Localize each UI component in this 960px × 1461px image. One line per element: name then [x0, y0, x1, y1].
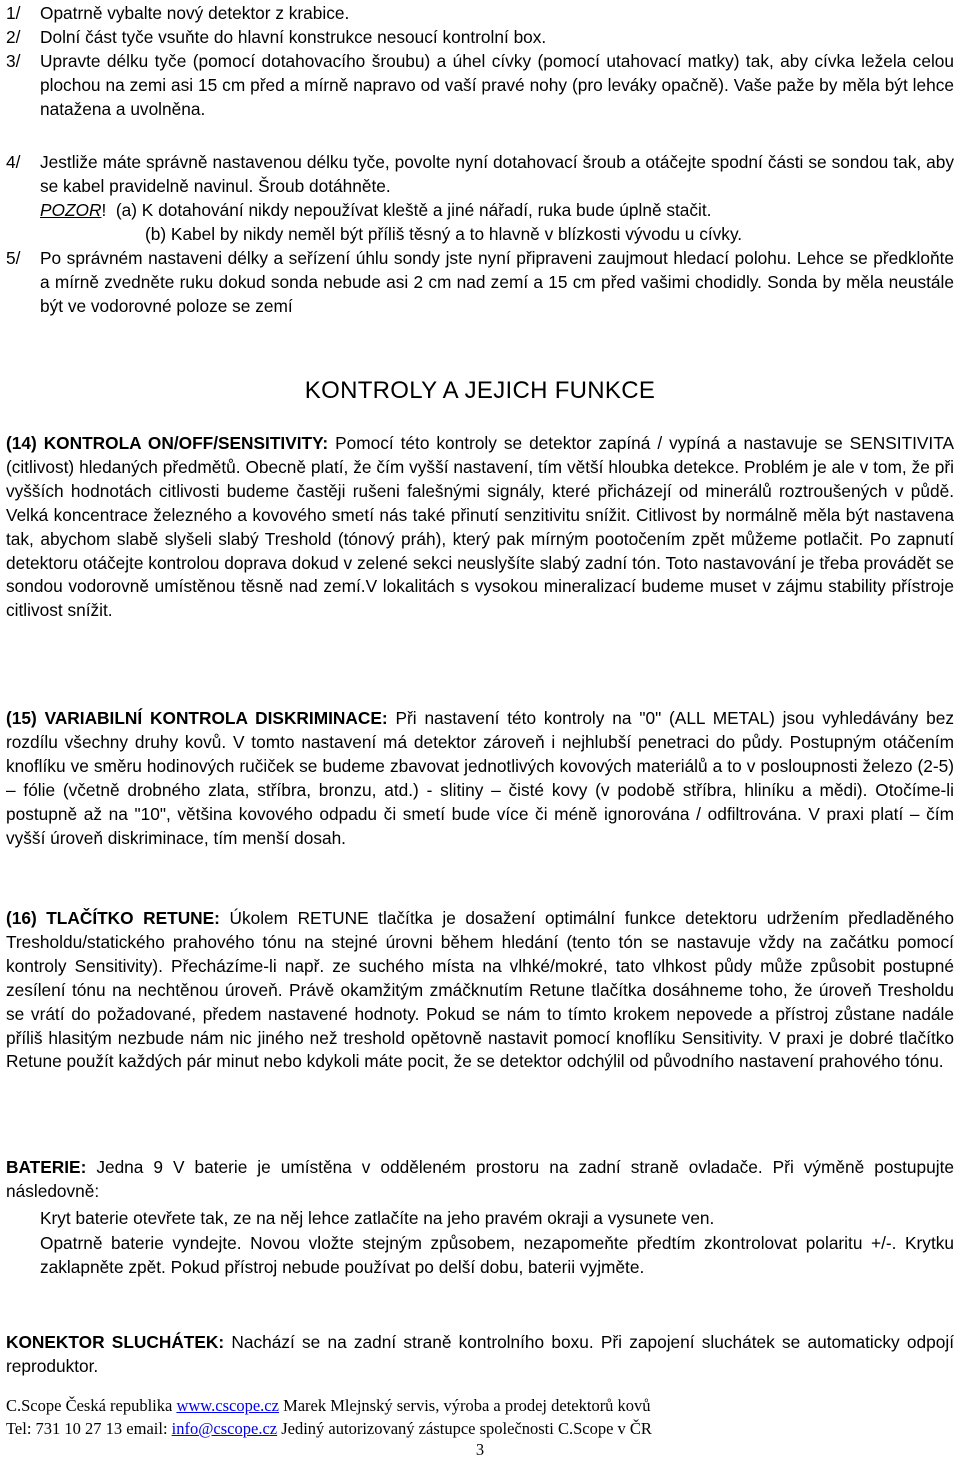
- step-number: 4/: [6, 152, 21, 172]
- footer-phone: Tel: 731 10 27 13 email:: [6, 1419, 172, 1438]
- step-text: Upravte délku tyče (pomocí dotahovacího šroubu) a úhel cívky (pomocí utahovací matky) tak, aby cívka ležela celou plochou na zemi asi 15 cm před a mírně napravo od vaší pravé nohy (pro leváky opačně). Vaše paže by měla být lehce natažena a uvolněna.: [40, 51, 954, 119]
- footer-representative: Jediný autorizovaný zástupce společnosti C.Scope v ČR: [277, 1419, 652, 1438]
- section-battery: [6, 1156, 954, 1204]
- footer-line-1: [6, 1395, 651, 1417]
- connector-title: KONEKTOR SLUCHÁTEK:: [6, 1332, 225, 1352]
- step-number: 2/: [6, 27, 21, 47]
- section-heading: KONTROLY A JEJICH FUNKCE: [304, 377, 656, 404]
- step-text: Po správném nastaveni délky a seřízení úhlu sondy jste nyní připraveni zaujmout hledací polohu. Lehce se předkloňte a mírně zvedněte ruku dokud sonda nebude asi 2 cm nad zemí a 15 cm před vašimi chodidly. Sonda by měla neustále být ve vodorovné poloze se zemí: [40, 248, 954, 316]
- section-15-title: (15) VARIABILNÍ KONTROLA DISKRIMINACE:: [6, 708, 388, 728]
- warning-line-a: [40, 199, 954, 223]
- step-number: 3/: [6, 51, 21, 71]
- section-15: [6, 707, 954, 850]
- section-16: [6, 907, 954, 1074]
- warning-label: POZOR: [40, 200, 102, 220]
- step-text: Jestliže máte správně nastavenou délku tyče, povolte nyní dotahovací šroub a otáčejte spodní části se sondou tak, aby se kabel pravidelně navinul. Šroub dotáhněte.: [40, 152, 954, 196]
- step-text: Dolní část tyče vsuňte do hlavní konstrukce nesoucí kontrolní box.: [40, 27, 547, 47]
- step-text: Opatrně vybalte nový detektor z krabice.: [40, 3, 350, 23]
- warning-b: (b) Kabel by nikdy neměl být příliš těsný a to hlavně v blízkosti vývodu u cívky.: [145, 224, 743, 244]
- footer-service: Marek Mlejnský servis, výroba a prodej detektorů kovů: [278, 1396, 651, 1415]
- section-16-text: Úkolem RETUNE tlačítka je dosažení optimální funkce detektoru udržením předladěného Tresholdu/statického prahového tónu na stejné úrovni během hledání (tento tón se nastavuje vždy na začátku pomocí kontroly Sensitivity). Přecházíme-li např. ze suchého místa na vlhké/mokré, tato vlhkost půdy může způsobit postupné zesílení tónu na nechtěnou úroveň. Právě okamžitým zmáčknutím Retune tlačítka dosáhneme toho, že úroveň Tresholdu se vrátí do požadované, předem nastavené hodnoty. Pokud se nám to tímto krokem nepovede a přístroj zůstane nadále příliš hlasitým nezbude nám nic jiného než treshold opětovně nastavit pomocí knoflíku Sensitivity. V praxi je dobré tlačítko Retune použít každých pár minut nebo kdykoli máte pocit, že se detektor odchýlil od původního nastavení prahového tónu.: [6, 908, 954, 1072]
- battery-title: BATERIE:: [6, 1157, 87, 1177]
- page-number: 3: [475, 1440, 485, 1459]
- warning-a: (a) K dotahování nikdy nepoužívat kleště a jiné nářadí, ruka bude úplně stačit.: [115, 200, 712, 220]
- section-14-text: Pomocí této kontroly se detektor zapíná / vypíná a nastavuje se SENSITIVITA (citlivost) hledaných předmětů. Obecně platí, že čím vyšší nastavení, tím větší hloubka detekce. Problém je ale v tom, že při vyšších hodnotách citlivosti budeme častěji rušeni falešnými signály, které přicházejí od minerálů roztroušených v půdě. Velká koncentrace železného a kovového smetí nás také přinutí senzitivitu snížit. Citlivost by normálně měla být nastavena tak, abychom slabě slyšeli slabý Treshold (tónový práh), který pak mírným pootočením zpět můžeme potlačit. Po zapnutí detektoru otáčejte kontrolou doprava dokud v zelené sekci neuslyšíte slabý zadní tón. Toto nastavování je třeba provádět se sondou vodorovně umístěnou těsně nad zemí.V lokalitách s vysokou mineralizací budeme muset v zájmu stability přístroje citlivost snížit.: [6, 433, 954, 621]
- section-16-title: (16) TLAČÍTKO RETUNE:: [6, 908, 220, 928]
- footer-web-link[interactable]: www.cscope.cz: [176, 1396, 279, 1415]
- step-number: 5/: [6, 248, 21, 268]
- battery-step-2: Opatrně baterie vyndejte. Novou vložte stejným způsobem, nezapomeňte předtím zkontrolovat polaritu +/-. Krytku zaklapněte zpět. Pokud přístroj nebude používat po delší dobu, baterii vyjměte.: [40, 1233, 954, 1277]
- footer-company: C.Scope Česká republika: [6, 1396, 177, 1415]
- connector-text: Nachází se na zadní straně kontrolního boxu. Při zapojení sluchátek se automaticky odpojí reproduktor.: [6, 1332, 954, 1376]
- section-15-text: Při nastavení této kontroly na "0" (ALL METAL) jsou vyhledávány bez rozdílu všechny druhy kovů. V tomto nastavení má detektor zároveň i nejhlubší penetraci do půdy. Postupným otáčením knoflíku ve směru hodinových ručiček se budeme zbavovat jednotlivých kovových materiálů a to v posloupnosti železo (2-5) – fólie (včetně drobného zlata, stříbra, bronzu, atd.) - slitiny – čisté kovy (v podobě stříbra, hliníku a mědi). Otočíme-li postupně až na "10", většina kovového odpadu či smetí bude více či méně ignorována / odfiltrována. V praxi platí – čím vyšší úroveň diskriminace, tím menší dosah.: [6, 708, 954, 848]
- step-number: 1/: [6, 3, 21, 23]
- section-14-title: (14) KONTROLA ON/OFF/SENSITIVITY:: [6, 433, 329, 453]
- battery-step-1: Kryt baterie otevřete tak, ze na něj lehce zatlačíte na jeho pravém okraji a vysunete ven.: [40, 1208, 715, 1228]
- footer-line-2: [6, 1418, 652, 1440]
- warning-mark: !: [101, 200, 107, 220]
- section-connector: [6, 1331, 954, 1379]
- section-14: [6, 432, 954, 623]
- footer-email-link[interactable]: info@cscope.cz: [171, 1419, 278, 1438]
- battery-text: Jedna 9 V baterie je umístěna v odděleném prostoru na zadní straně ovladače. Při výměně postupujte následovně:: [6, 1157, 954, 1201]
